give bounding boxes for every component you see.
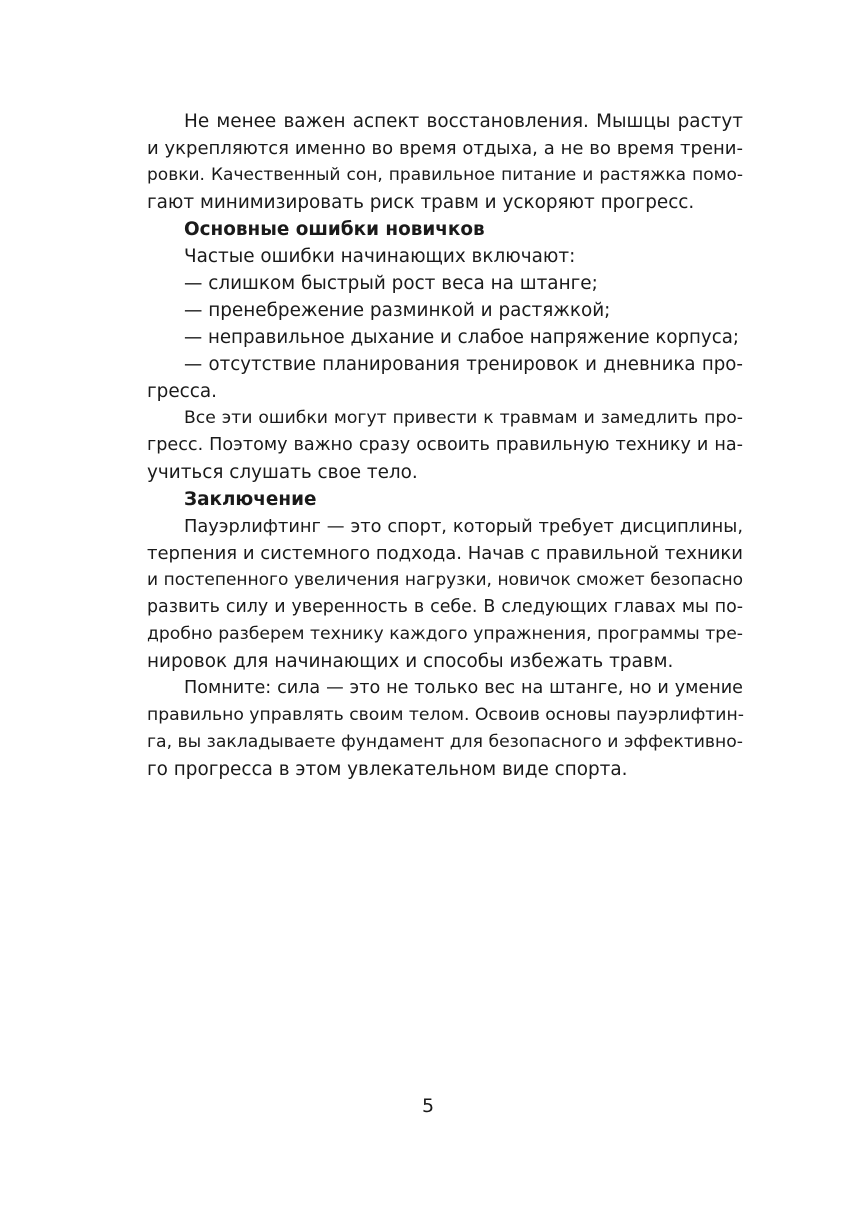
paragraph-line: и укрепляются именно во время отдыха, а не во время трени- [147,138,743,159]
paragraph-line: дробно разберем технику каждого упражнения, программы тре- [147,624,743,644]
page-body [147,108,743,783]
paragraph-line: и постепенного увеличения нагрузки, новичок сможет безопасно [147,570,743,590]
paragraph-line: правильно управлять своим телом. Освоив основы пауэрлифтин- [147,705,744,725]
paragraph-line: Все эти ошибки могут привести к травмам и замедлить про- [184,408,743,428]
paragraph-line: Помните: сила — это не только вес на штанге, но и умение [184,678,743,698]
paragraph-line: терпения и системного подхода. Начав с правильной техники [147,543,743,564]
list-item: — слишком быстрый рост веса на штанге; [184,273,598,294]
paragraph-line: нировок для начинающих и способы избежать травм. [147,651,674,672]
paragraph-line: развить силу и уверенность в себе. В следующих главах мы по- [147,597,743,617]
paragraph-line: го прогресса в этом увлекательном виде спорта. [147,759,628,780]
section-heading: Заключение [184,489,317,510]
paragraph-line: Не менее важен аспект восстановления. Мышцы растут [184,111,743,132]
list-item: — отсутствие планирования тренировок и дневника про- [184,354,743,375]
list-item-continuation: гресса. [147,381,217,402]
page-number: 5 [421,1095,435,1117]
section-heading: Основные ошибки новичков [184,219,485,240]
paragraph-line: гают минимизировать риск травм и ускоряют прогресс. [147,192,695,213]
list-item: — пренебрежение разминкой и растяжкой; [184,300,611,321]
paragraph-line: Пауэрлифтинг — это спорт, который требует дисциплины, [184,516,743,537]
paragraph-line: Частые ошибки начинающих включают: [184,246,576,267]
paragraph-line: учиться слушать свое тело. [147,462,418,483]
list-item: — неправильное дыхание и слабое напряжение корпуса; [184,327,739,348]
paragraph-line: ровки. Качественный сон, правильное питание и растяжка помо- [147,165,743,185]
paragraph-line: га, вы закладываете фундамент для безопасного и эффективно- [147,732,743,752]
paragraph-line: гресс. Поэтому важно сразу освоить правильную технику и на- [147,435,743,455]
